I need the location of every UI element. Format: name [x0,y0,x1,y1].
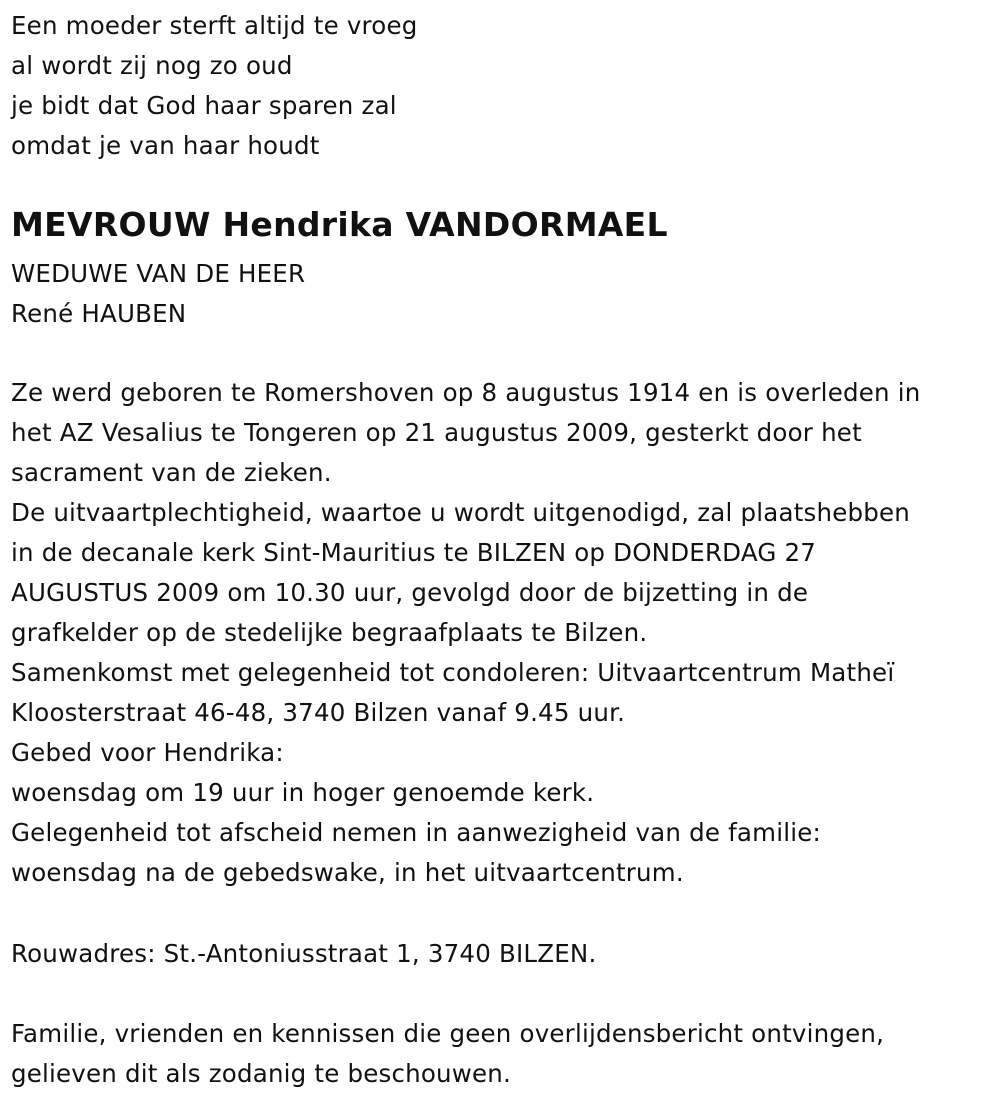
poem-line: al wordt zij nog zo oud [11,51,293,80]
announcement-line: AUGUSTUS 2009 om 10.30 uur, gevolgd door de bijzetting in de [11,578,809,607]
announcement-line: De uitvaartplechtigheid, waartoe u wordt uitgenodigd, zal plaatshebben [11,498,910,527]
address-block [11,934,596,974]
announcement-line: Kloosterstraat 46-48, 3740 Bilzen vanaf 9.45 uur. [11,698,626,727]
announcement-line: Ze werd geboren te Romershoven op 8 augustus 1914 en is overleden in [11,378,921,407]
spouse-name: René HAUBEN [11,299,187,328]
poem-line: omdat je van haar houdt [11,131,320,160]
announcement-line: Gebed voor Hendrika: [11,738,284,767]
poem-line: je bidt dat God haar sparen zal [11,91,397,120]
announcement-line: grafkelder op de stedelijke begraafplaats te Bilzen. [11,618,648,647]
announcement-line: in de decanale kerk Sint-Mauritius te BILZEN op DONDERDAG 27 [11,538,817,567]
announcement-block [11,373,920,893]
closing-line: Familie, vrienden en kennissen die geen overlijdensbericht ontvingen, [11,1019,885,1048]
announcement-line: woensdag om 19 uur in hoger genoemde kerk. [11,778,595,807]
announcement-line: Gelegenheid tot afscheid nemen in aanwezigheid van de familie: [11,818,821,847]
closing-line: gelieven dit als zodanig te beschouwen. [11,1059,512,1088]
spouse-block [11,254,305,334]
deceased-name-block [11,203,668,247]
spouse-line: WEDUWE VAN DE HEER [11,259,306,288]
announcement-line: het AZ Vesalius te Tongeren op 21 augustus 2009, gesterkt door het [11,418,862,447]
mourning-address: Rouwadres: St.-Antoniusstraat 1, 3740 BILZEN. [11,939,597,968]
announcement-line: Samenkomst met gelegenheid tot condoleren: Uitvaartcentrum Matheï [11,658,895,687]
announcement-line: woensdag na de gebedswake, in het uitvaartcentrum. [11,858,684,887]
deceased-name: MEVROUW Hendrika VANDORMAEL [11,205,668,244]
poem-line: Een moeder sterft altijd te vroeg [11,11,418,40]
announcement-line: sacrament van de zieken. [11,458,332,487]
poem-block [11,6,417,166]
closing-block [11,1014,884,1094]
